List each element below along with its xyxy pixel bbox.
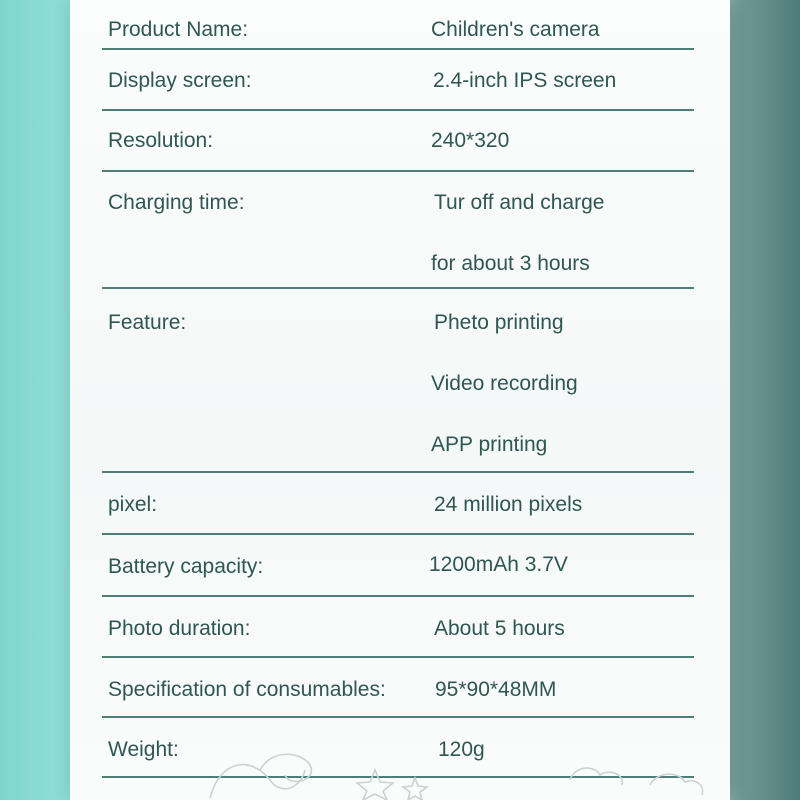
spec-row-consumables [102, 658, 694, 718]
spec-label: Product Name: [108, 18, 249, 41]
spec-row-display-screen [102, 50, 694, 111]
spec-row-charging-time [102, 172, 694, 289]
spec-row-photo-duration [102, 597, 694, 658]
spec-value: 24 million pixels [434, 493, 583, 516]
doodle-decoration [190, 740, 720, 800]
spec-row-resolution [102, 111, 694, 172]
spec-value: for about 3 hours [431, 252, 590, 275]
spec-value: 240*320 [431, 129, 510, 152]
spec-label: Charging time: [108, 191, 245, 214]
spec-value: 120g [438, 738, 485, 761]
cloud-icon [650, 774, 703, 795]
spec-row-battery-capacity [102, 535, 694, 597]
spec-value: Children's camera [431, 18, 600, 41]
star-icon [357, 770, 393, 800]
spec-label: Feature: [108, 311, 187, 334]
cloud-icon [570, 768, 622, 785]
spec-label: Display screen: [108, 69, 252, 92]
spec-label: Photo duration: [108, 617, 251, 640]
spec-label: Specification of consumables: [108, 678, 386, 701]
spec-label: Resolution: [108, 129, 214, 152]
spec-label: Weight: [108, 738, 179, 761]
star-icon [403, 778, 427, 800]
spec-table [102, 0, 694, 778]
spec-value: Tur off and charge [434, 191, 605, 214]
spec-row-pixel [102, 473, 694, 535]
spec-value: 95*90*48MM [435, 678, 557, 701]
spec-value: Pheto printing [434, 311, 564, 334]
spec-value: 2.4-inch IPS screen [433, 69, 617, 92]
spec-value: About 5 hours [434, 617, 565, 640]
spec-row-product-name [102, 0, 694, 50]
spec-value: Video recording [431, 372, 578, 395]
spec-row-feature [102, 289, 694, 473]
spec-label: pixel: [108, 493, 158, 516]
spec-label: Battery capacity: [108, 555, 264, 578]
spec-value: APP printing [431, 433, 548, 456]
spec-value: 1200mAh 3.7V [429, 553, 568, 576]
